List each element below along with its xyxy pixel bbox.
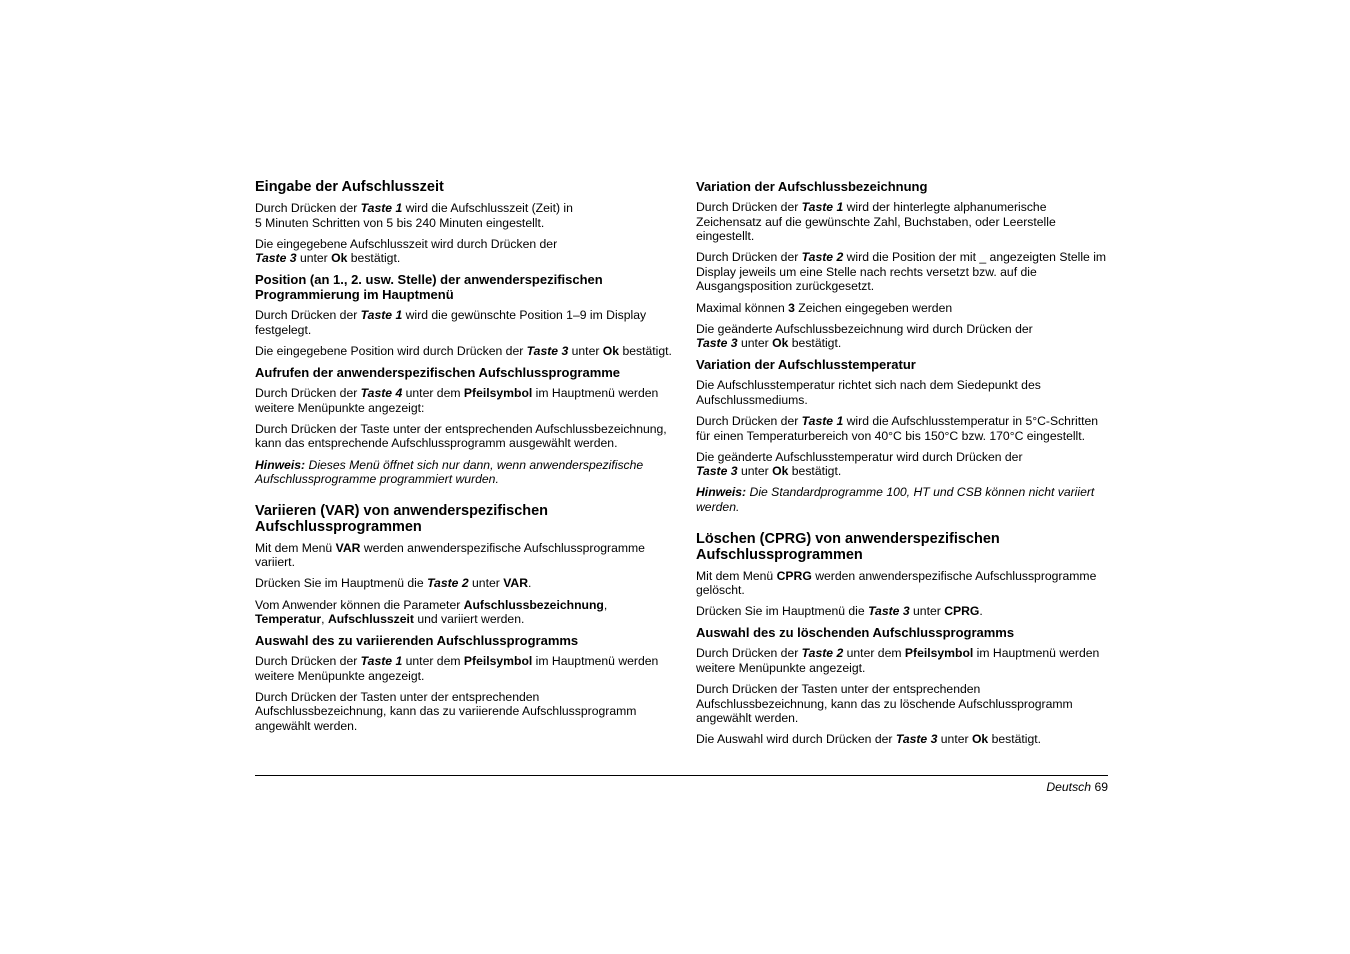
paragraph: Maximal können 3 Zeichen eingegeben werden (696, 300, 953, 315)
paragraph: Durch Drücken der Taste 4 unter dem Pfeilsymbol im Hauptmenü werden weitere Menüpunkte angezeigt: (255, 386, 659, 415)
paragraph: Die eingegebene Aufschlusszeit wird durch Drücken der Taste 3 unter Ok bestätigt. (255, 236, 558, 266)
page-number: 69 (1094, 780, 1108, 794)
paragraph: Durch Drücken der Taste 1 unter dem Pfeilsymbol im Hauptmenü werden weitere Menüpunkte angezeigt. (255, 654, 659, 683)
paragraph: Durch Drücken der Taste 1 wird die Aufschlusszeit (Zeit) in 5 Minuten Schritten von 5 bis 240 Minuten eingestellt. (255, 201, 573, 230)
section-title-aufschlusszeit: Eingabe der Aufschlusszeit (255, 179, 444, 195)
section-title-aufrufen: Aufrufen der anwenderspezifischen Aufschlussprogramme (255, 365, 621, 381)
paragraph: Drücken Sie im Hauptmenü die Taste 3 unter CPRG. (696, 604, 983, 619)
footer-language: Deutsch (1046, 780, 1092, 794)
paragraph: Durch Drücken der Tasten unter der entsprechenden Aufschlussbezeichnung, kann das zu löschende Aufschlussprogramm angewählt werden. (696, 682, 1073, 726)
paragraph: Mit dem Menü VAR werden anwenderspezifische Aufschlussprogramme variiert. (255, 540, 645, 570)
paragraph: Durch Drücken der Taste unter der entsprechenden Aufschlussbezeichnung, kann das entsprechende Aufschlussprogramm ausgewählt werden. (255, 421, 667, 451)
paragraph: Durch Drücken der Taste 2 wird die Position der mit _ angezeigten Stelle im Display jeweils um eine Stelle nach rechts versetzt bzw. auf die Ausgangsposition zurückgesetzt. (696, 250, 1107, 294)
note: Hinweis: Dieses Menü öffnet sich nur dann, wenn anwenderspezifische Aufschlussprogramme programmiert wurden. (255, 457, 644, 487)
paragraph: Durch Drücken der Taste 1 wird die gewünschte Position 1–9 im Display festgelegt. (255, 308, 647, 337)
paragraph: Die Auswahl wird durch Drücken der Taste 3 unter Ok bestätigt. (696, 732, 1042, 747)
section-title-auswahl-loeschen: Auswahl des zu löschenden Aufschlussprogramms (696, 625, 1015, 641)
paragraph: Durch Drücken der Taste 1 wird die Aufschlusstemperatur in 5°C-Schritten für einen Temperaturbereich von 40°C bis 150°C bzw. 170°C eingestellt. (696, 414, 1099, 443)
section-title-variation-bezeichnung: Variation der Aufschlussbezeichnung (696, 179, 928, 194)
note: Hinweis: Die Standardprogramme 100, HT und CSB können nicht variiert werden. (696, 485, 1095, 514)
right-column (696, 179, 1111, 753)
paragraph: Durch Drücken der Taste 2 unter dem Pfeilsymbol im Hauptmenü werden weitere Menüpunkte angezeigt. (696, 646, 1100, 675)
paragraph: Drücken Sie im Hauptmenü die Taste 2 unter VAR. (255, 576, 532, 591)
section-title-position: Position (an 1., 2. usw. Stelle) der anwenderspezifischen Programmierung im Hauptmenü (255, 272, 603, 303)
paragraph: Die geänderte Aufschlussbezeichnung wird durch Drücken der Taste 3 unter Ok bestätigt. (696, 321, 1033, 351)
paragraph: Die Aufschlusstemperatur richtet sich nach dem Siedepunkt des Aufschlussmediums. (696, 378, 1041, 407)
footer-divider (255, 775, 1108, 776)
section-title-loeschen: Löschen (CPRG) von anwenderspezifischen Aufschlussprogrammen (696, 530, 1000, 563)
paragraph: Die geänderte Aufschlusstemperatur wird durch Drücken der Taste 3 unter Ok bestätigt. (696, 449, 1023, 479)
section-title-variieren: Variieren (VAR) von anwenderspezifischen Aufschlussprogrammen (255, 502, 549, 535)
paragraph: Durch Drücken der Tasten unter der entsprechenden Aufschlussbezeichnung, kann das zu variierende Aufschlussprogramm angewählt werden. (255, 689, 637, 734)
section-title-auswahl-variieren: Auswahl des zu variierenden Aufschlussprogramms (255, 633, 579, 649)
section-title-variation-temperatur: Variation der Aufschlusstemperatur (696, 357, 916, 373)
page-footer (1046, 780, 1108, 794)
paragraph: Die eingegebene Position wird durch Drücken der Taste 3 unter Ok bestätigt. (255, 344, 672, 359)
paragraph: Mit dem Menü CPRG werden anwenderspezifische Aufschlussprogramme gelöscht. (696, 568, 1097, 598)
paragraph: Durch Drücken der Taste 1 wird der hinterlegte alphanumerische Zeichensatz auf die gewünschte Zahl, Buchstaben, oder Leerstelle eingestellt. (696, 200, 1056, 244)
paragraph: Vom Anwender können die Parameter Aufschlussbezeichnung, Temperatur, Aufschlusszeit und variiert werden. (255, 597, 608, 627)
left-column (255, 179, 673, 740)
